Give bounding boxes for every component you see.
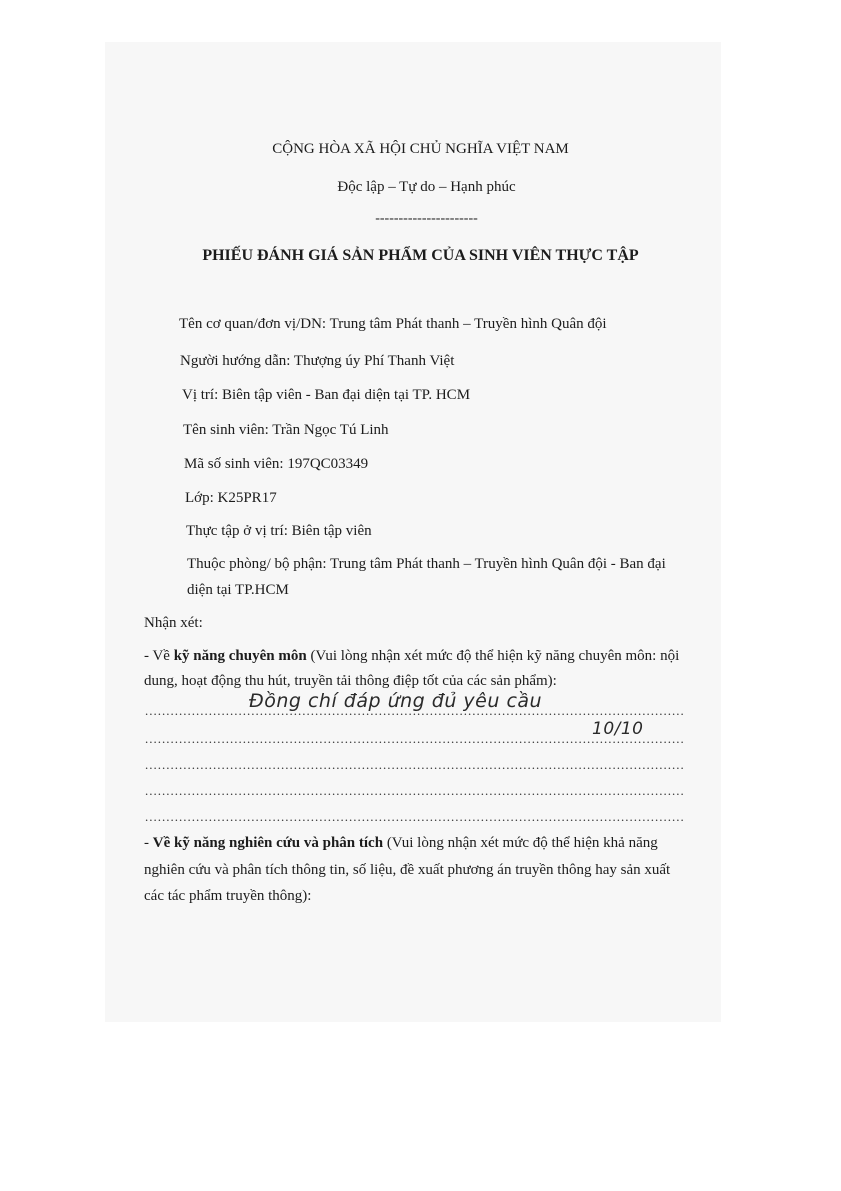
national-motto: Độc lập – Tự do – Hạnh phúc — [337, 179, 516, 195]
comment-line-4 — [145, 783, 683, 799]
agency-field: Tên cơ quan/đơn vị/DN: Trung tâm Phát thanh – Truyền hình Quân đội — [179, 316, 607, 332]
review-label: Nhận xét: — [144, 615, 203, 631]
skill2-heading — [144, 835, 658, 852]
skill2-desc-line3: các tác phẩm truyền thông): — [144, 888, 312, 904]
national-title: CỘNG HÒA XÃ HỘI CHỦ NGHĨA VIỆT NAM — [272, 141, 569, 157]
skill1-desc-line2: dung, hoạt động thu hút, truyền tải thông điệp tốt của các sản phẩm): — [144, 673, 557, 689]
intern-position-field: Thực tập ở vị trí: Biên tập viên — [186, 523, 372, 539]
class-field: Lớp: K25PR17 — [185, 490, 277, 506]
skill1-title: kỹ năng chuyên môn — [173, 648, 307, 664]
skill1-heading — [144, 648, 679, 665]
comment-line-3 — [145, 757, 683, 773]
skill1-desc: (Vui lòng nhận xét mức độ thể hiện kỹ năng chuyên môn: nội — [306, 648, 680, 664]
comment-line-5 — [145, 809, 683, 825]
skill1-prefix: - Về — [144, 648, 174, 664]
handwritten-comment: Đồng chí đáp ứng đủ yêu cầu — [249, 690, 543, 712]
skill2-desc: (Vui lòng nhận xét mức độ thể hiện khả năng — [383, 835, 658, 851]
skill2-desc-line2: nghiên cứu và phân tích thông tin, số liệu, đề xuất phương án truyền thông hay sản xuất — [144, 862, 671, 878]
supervisor-field: Người hướng dẫn: Thượng úy Phí Thanh Việt — [180, 353, 455, 369]
student-id-field: Mã số sinh viên: 197QC03349 — [184, 456, 369, 472]
handwritten-score: 10/10 — [592, 719, 644, 739]
form-title: PHIẾU ĐÁNH GIÁ SẢN PHẨM CỦA SINH VIÊN THỰC TẬP — [202, 247, 639, 264]
skill2-title: Về kỹ năng nghiên cứu và phân tích — [152, 835, 384, 851]
department-field-line2: diện tại TP.HCM — [187, 582, 289, 598]
student-name-field: Tên sinh viên: Trần Ngọc Tú Linh — [183, 422, 389, 438]
position-field: Vị trí: Biên tập viên - Ban đại diện tại TP. HCM — [182, 387, 471, 403]
header-divider: ---------------------- — [375, 211, 478, 226]
department-field-line1: Thuộc phòng/ bộ phận: Trung tâm Phát thanh – Truyền hình Quân đội - Ban đại — [187, 556, 666, 572]
skill2-prefix: - — [144, 835, 153, 851]
